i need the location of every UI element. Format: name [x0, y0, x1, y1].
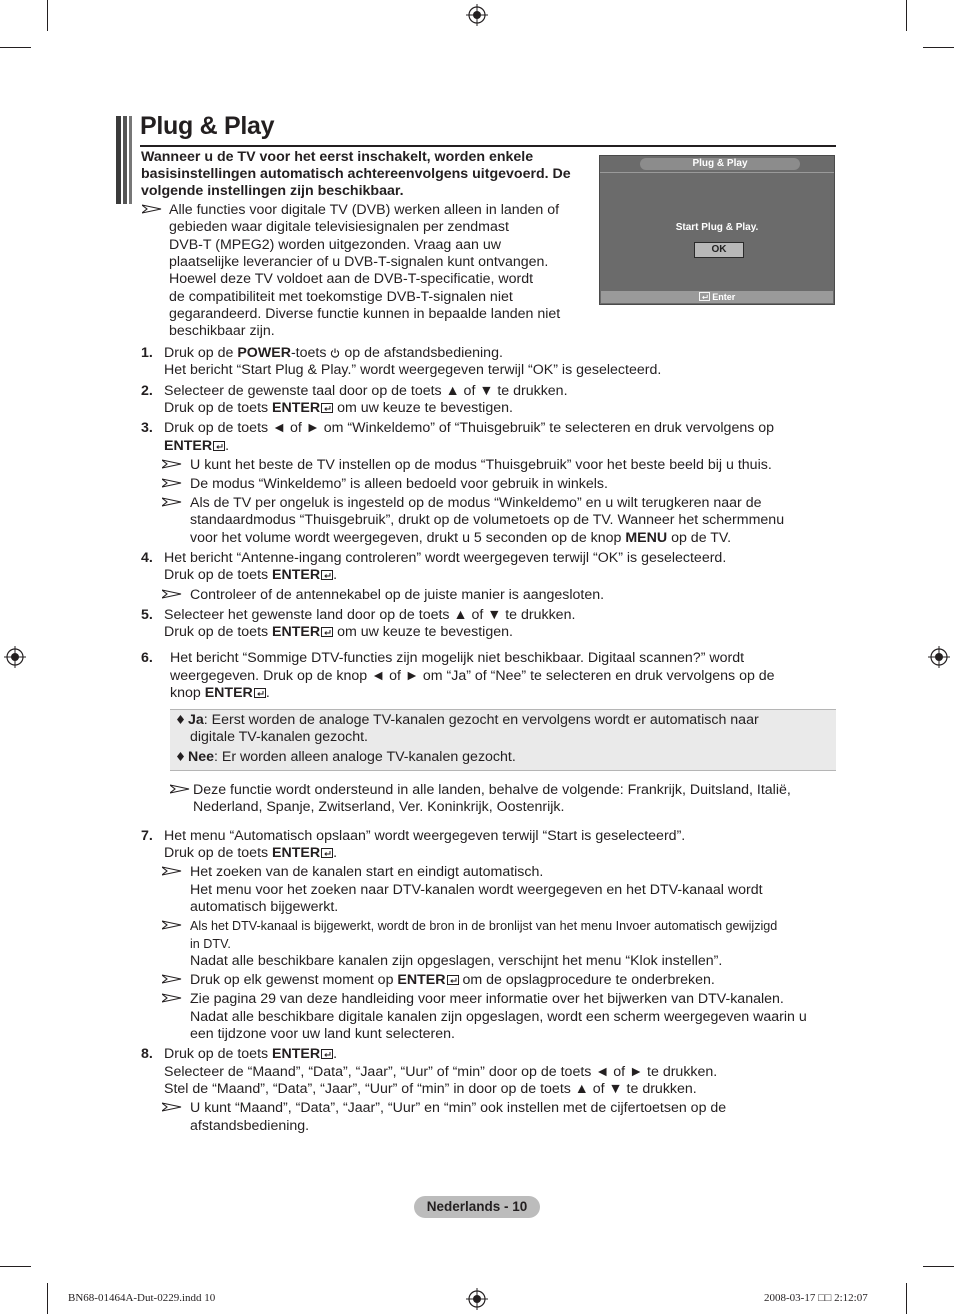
intro-line: basisinstellingen automatisch achtereenvolgens uitgevoerd. De [141, 166, 571, 182]
step-number: 3. [141, 420, 153, 436]
note-arrow-icon [162, 974, 182, 984]
note-arrow-icon [162, 497, 182, 507]
diamond-bullet-icon [177, 715, 184, 724]
enter-icon [254, 688, 266, 698]
option-nee: Nee: Er worden alleen analoge TV-kanalen gezocht. [177, 749, 516, 767]
step-number: 4. [141, 550, 153, 566]
enter-icon [213, 441, 225, 451]
step-line: Het bericht “Sommige DTV-functies zijn mogelijk niet beschikbaar. Digitaal scannen?” wordt [170, 650, 745, 666]
note-arrow-icon [162, 459, 182, 469]
step-line: Druk op de toets ENTER . [164, 567, 338, 583]
ok-button[interactable]: OK [694, 242, 744, 258]
intro-note-line: plaatselijke leverancier of u DVB-T-signalen kunt ontvangen. [169, 254, 549, 270]
note-line: Het menu voor het zoeken naar DTV-kanalen wordt weergegeven en het DTV-kanaal wordt [190, 882, 763, 898]
note-arrow-icon [162, 993, 182, 1003]
intro-line: volgende instellingen zijn beschikbaar. [141, 183, 404, 199]
enter-icon [321, 1049, 333, 1059]
note-line: U kunt “Maand”, “Data”, “Jaar”, “Uur” en “min” ook instellen met de cijfertoetsen op de [190, 1100, 727, 1116]
step-line: Selecteer het gewenste land door op de toets ▲ of ▼ te drukken. [164, 607, 576, 623]
note-line: een tijdzone voor uw land kunt selecteren. [190, 1026, 455, 1042]
page-title: Plug & Play [140, 112, 275, 140]
note-line: Nadat alle beschikbare kanalen zijn opgeslagen, verschijnt het menu “Klok instellen”. [190, 953, 723, 969]
step-line: Stel de “Maand”, “Data”, “Jaar”, “Uur” of “min” in door op de toets ▲ of ▼ te drukken. [164, 1081, 697, 1097]
step-line: knop ENTER . [170, 685, 270, 701]
note-arrow-icon [162, 1102, 182, 1112]
tv-screen-illustration [599, 155, 835, 305]
note-line: Controleer of de antennekabel op de juiste manier is aangesloten. [190, 587, 605, 603]
intro-line: Wanneer u de TV voor het eerst inschakelt, worden enkele [141, 149, 534, 165]
power-icon [330, 348, 340, 358]
note-arrow-icon [162, 866, 182, 876]
step-line: Druk op de toets ENTER . [164, 845, 338, 861]
note-arrow-icon [170, 784, 190, 794]
registration-mark-icon [466, 1288, 488, 1310]
note-line: Het zoeken van de kanalen start en eindigt automatisch. [190, 864, 544, 880]
step-line: Druk op de toets ENTER . [164, 1046, 338, 1062]
step-line: Druk op de toets ◄ of ► om “Winkeldemo” of “Thuisgebruik” te selecteren en druk vervolgens op [164, 420, 775, 436]
step-line: ENTER . [164, 438, 230, 454]
crop-mark [906, 0, 907, 31]
step-number: 2. [141, 383, 153, 399]
intro-note-line: beschikbaar zijn. [169, 323, 275, 339]
note-arrow-icon [142, 204, 162, 214]
intro-note-line: DVB-T (MPEG2) worden uitgezonden. Vraag aan uw [169, 237, 501, 253]
enter-icon [321, 627, 333, 637]
step-line: Selecteer de “Maand”, “Data”, “Jaar”, “Uur” of “min” door op de toets ◄ of ► te drukken. [164, 1064, 718, 1080]
page-number-badge: Nederlands - 10 [414, 1196, 540, 1218]
note-line: in DTV. [190, 937, 231, 951]
step-number: 1. [141, 345, 153, 361]
intro-note-line: Alle functies voor digitale TV (DVB) werken alleen in landen of [169, 202, 560, 218]
note-line: Nadat alle beschikbare digitale kanalen zijn opgeslagen, wordt een scherm weergegeven waarin u [190, 1009, 807, 1025]
crop-mark [47, 0, 48, 31]
step-line: Druk op de POWER-toets op de afstandsbediening. [164, 345, 503, 361]
step-number: 6. [141, 650, 153, 666]
screen-message: Start Plug & Play. [675, 222, 759, 233]
diamond-bullet-icon [177, 752, 184, 761]
enter-icon [321, 570, 333, 580]
note-line: Als de TV per ongeluk is ingesteld op de modus “Winkeldemo” en u wilt terugkeren naar de [190, 495, 762, 511]
note-line: Druk op elk gewenst moment op ENTER om de opslagprocedure te onderbreken. [190, 972, 715, 988]
crop-mark [923, 47, 954, 48]
title-rule [140, 145, 836, 147]
option-ja: Ja: Eerst worden de analoge TV-kanalen gezocht en vervolgens wordt er automatisch naar [177, 712, 759, 730]
crop-mark [0, 47, 31, 48]
crop-mark [906, 1283, 907, 1314]
note-line: Zie pagina 29 van deze handleiding voor meer informatie over het bijwerken van DTV-kanalen. [190, 991, 784, 1007]
step-line: Druk op de toets ENTER om uw keuze te bevestigen. [164, 624, 513, 640]
step-line: Het bericht “Antenne-ingang controleren” wordt weergegeven terwijl “OK” is geselecteerd. [164, 550, 727, 566]
note-line: afstandsbediening. [190, 1118, 310, 1134]
note-line: voor het volume wordt weergegeven, drukt u 5 seconden op de knop MENU op de TV. [190, 530, 732, 546]
crop-mark [47, 1283, 48, 1314]
registration-mark-icon [4, 646, 26, 668]
option-ja-line2: digitale TV-kanalen gezocht. [190, 729, 368, 745]
step-number: 7. [141, 828, 153, 844]
intro-note-line: gegarandeerd. Diverse functie kunnen in bepaalde landen niet [169, 306, 561, 322]
note-line: Als het DTV-kanaal is bijgewerkt, wordt de bron in de bronlijst van het menu Invoer automatisch gewijzigd [190, 919, 778, 933]
note-line: Deze functie wordt ondersteund in alle landen, behalve de volgende: Frankrijk, Duitsland, Italië, [193, 782, 791, 798]
note-line: automatisch bijgewerkt. [190, 899, 339, 915]
enter-icon [321, 848, 333, 858]
crop-mark [0, 1266, 31, 1267]
note-line: De modus “Winkeldemo” is alleen bedoeld voor gebruik in winkels. [190, 476, 608, 492]
screen-header: Plug & Play [640, 158, 800, 170]
screen-divider [600, 172, 834, 173]
step-line: Druk op de toets ENTER om uw keuze te bevestigen. [164, 400, 513, 416]
note-arrow-icon [162, 920, 182, 930]
note-arrow-icon [162, 589, 182, 599]
step-line: Het menu “Automatisch opslaan” wordt weergegeven terwijl “Start is geselecteerd”. [164, 828, 686, 844]
registration-mark-icon [466, 4, 488, 26]
intro-note-line: gebieden waar digitale televisiesignalen per zendmast [169, 219, 509, 235]
print-slug-right: 2008-03-17 □□ 2:12:07 [764, 1292, 868, 1304]
enter-icon [447, 975, 459, 985]
screen-footer [601, 291, 833, 303]
enter-icon [699, 292, 710, 301]
intro-note-line: de compatibiliteit met toekomstige DVB-T-signalen niet [169, 289, 513, 305]
print-slug-left: BN68-01464A-Dut-0229.indd 10 [68, 1292, 216, 1304]
enter-icon [321, 403, 333, 413]
crop-mark [923, 1266, 954, 1267]
step-line: weergegeven. Druk op de knop ◄ of ► om “Ja” of “Nee” te selecteren en druk vervolgens op de [170, 668, 775, 684]
note-arrow-icon [162, 478, 182, 488]
note-line: U kunt het beste de TV instellen op de modus “Thuisgebruik” voor het beste beeld bij u thuis. [190, 457, 772, 473]
step-line: Het bericht “Start Plug & Play.” wordt weergegeven terwijl “OK” is geselecteerd. [164, 362, 662, 378]
note-line: Nederland, Spanje, Zwitserland, Ver. Koninkrijk, Oostenrijk. [193, 799, 565, 815]
step-number: 5. [141, 607, 153, 623]
intro-note-line: Hoewel deze TV voldoet aan de DVB-T-specificatie, wordt [169, 271, 534, 287]
screen-footer-label: Enter [712, 292, 736, 302]
note-line: standaardmodus “Thuisgebruik”, drukt op de volumetoets op de TV. Wanneer het schermmenu [190, 512, 785, 528]
step-number: 8. [141, 1046, 153, 1062]
step-line: Selecteer de gewenste taal door op de toets ▲ of ▼ te drukken. [164, 383, 568, 399]
registration-mark-icon [928, 646, 950, 668]
